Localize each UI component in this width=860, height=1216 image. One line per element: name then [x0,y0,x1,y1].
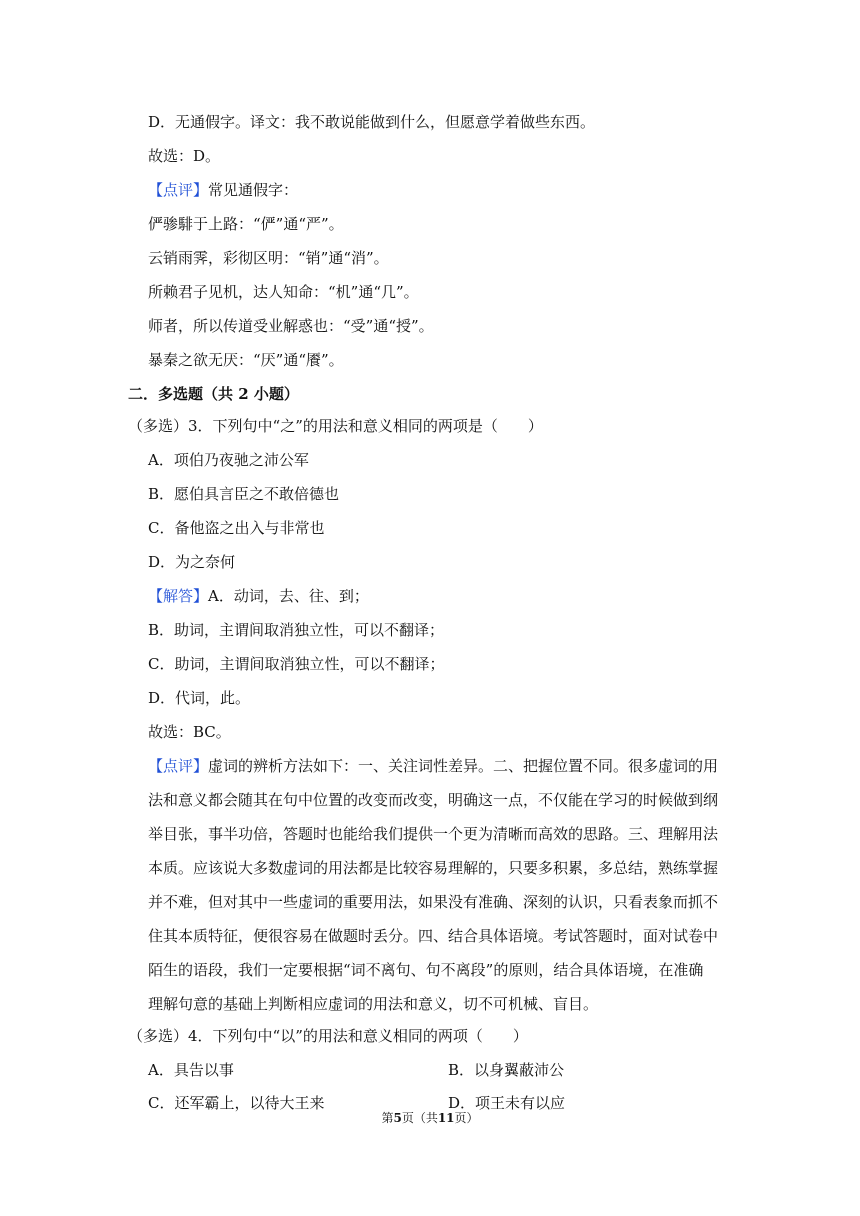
q3-option-a: A．项伯乃夜驰之沛公军 [148,451,309,469]
q3-answer-line: D．代词，此。 [148,689,251,707]
answer-text: A．动词，去、往、到； [208,587,369,605]
page-footer [0,1110,860,1126]
footer-mid: 页（共 [401,1111,438,1125]
q4-option-c: C．还军霸上，以待大王来 [148,1094,325,1112]
q3-comment-line: 陌生的语段，我们一定要根据“词不离句、句不离段”的原则，结合具体语境，在准确 [148,961,704,979]
q3-comment-line: 并不难，但对其中一些虚词的重要用法，如果没有准确、深刻的认识，只看表象而抓不 [148,893,719,911]
tongjia-example: 云销雨霁，彩彻区明：“销”通“消”。 [148,249,389,267]
q3-comment-line: 住其本质特征，便很容易在做题时丢分。四、结合具体语境。考试答题时，面对试卷中 [148,927,719,945]
q2-answer: 故选：D。 [148,147,221,165]
comment-tag: 【点评】 [148,181,209,199]
q3-comment-first [148,756,718,776]
q2-option-d-explanation: D．无通假字。译文：我不敢说能做到什么，但愿意学着做些东西。 [148,113,596,131]
q4-option-b: B．以身翼蔽沛公 [448,1061,565,1079]
q3-answer-first [148,586,369,606]
q3-answer-line: B．助词，主谓间取消独立性，可以不翻译； [148,621,445,639]
q3-comment-line: 举目张，事半功倍，答题时也能给我们提供一个更为清晰而高效的思路。三、理解用法 [148,825,719,843]
q3-stem: （多选）3．下列句中“之”的用法和意义相同的两项是（ ） [128,417,543,435]
tongjia-example: 所赖君子见机，达人知命：“机”通“几”。 [148,283,419,301]
footer-suffix: 页） [454,1111,479,1125]
q3-option-c: C．备他盗之出入与非常也 [148,519,325,537]
q4-option-a: A．具告以事 [148,1061,234,1079]
q3-option-b: B．愿伯具言臣之不敢倍德也 [148,485,340,503]
q4-stem: （多选）4．下列句中“以”的用法和意义相同的两项（ ） [128,1027,528,1045]
page-number: 5 [393,1111,402,1125]
comment-text: 常见通假字： [208,181,299,199]
total-pages: 11 [437,1111,455,1125]
q3-comment-line: 法和意义都会随其在句中位置的改变而改变，明确这一点，不仅能在学习的时候做到纲 [148,791,719,809]
tongjia-example: 俨骖騑于上路：“俨”通“严”。 [148,215,344,233]
answer-tag: 【解答】 [148,587,209,605]
q4-option-d: D．项王未有以应 [448,1094,566,1112]
comment-tag: 【点评】 [148,757,209,775]
q3-answer-line: C．助词，主谓间取消独立性，可以不翻译； [148,655,445,673]
section-title: 二．多选题（共 2 小题） [128,385,299,403]
tongjia-example: 师者，所以传道受业解惑也：“受”通“授”。 [148,317,434,335]
footer-prefix: 第 [381,1111,394,1125]
tongjia-example: 暴秦之欲无厌：“厌”通“餍”。 [148,351,344,369]
q3-option-d: D．为之奈何 [148,553,236,571]
q3-answer-line: 故选：BC。 [148,723,231,741]
q3-comment-line: 本质。应该说大多数虚词的用法都是比较容易理解的，只要多积累，多总结，熟练掌握 [148,859,719,877]
q3-comment-line: 理解句意的基础上判断相应虚词的用法和意义，切不可机械、盲目。 [148,995,599,1013]
comment-text: 虚词的辨析方法如下：一、关注词性差异。二、把握位置不同。很多虚词的用 [208,757,719,775]
q2-comment [148,180,298,200]
